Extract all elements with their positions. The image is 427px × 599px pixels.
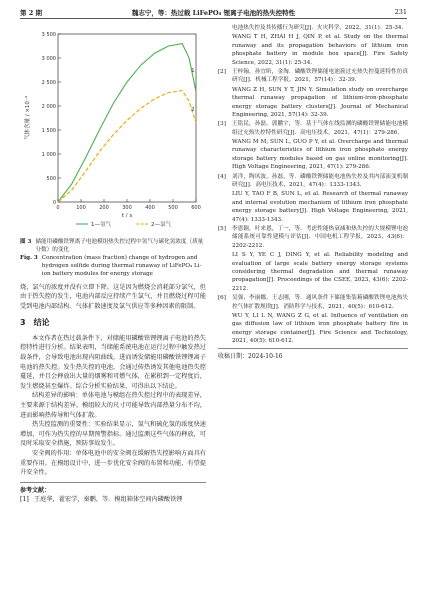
reference-number: [1] bbox=[20, 496, 29, 504]
reference-number: [6] bbox=[218, 295, 226, 302]
reference-text: WANG Z H, SUN Y T, JIN Y. Simulation study on overcharge thermal runaway propagation of lithium-iron-phosphate energy storage battery clusters[J]. Journal of Mechanical Engineering, 2021, 57(14): 32-39. bbox=[232, 86, 408, 118]
reference-list bbox=[218, 24, 408, 345]
reference-item bbox=[218, 120, 408, 137]
reference-item bbox=[218, 33, 408, 67]
reference-item bbox=[218, 190, 408, 224]
y-tick-label: 1 000 bbox=[41, 152, 56, 158]
figure-3 bbox=[20, 24, 206, 236]
x-axis-label: t / s bbox=[121, 213, 133, 219]
caption-en-number: Fig. 3 bbox=[20, 255, 38, 262]
body-paragraph-3: 结构差异的影响：单体电池与模组在热失控过程中的表现差异，主要来源于结构差异。模组较大的尺寸可能导致内部热量分布不均，进而影响热传导和气体扩散。 bbox=[20, 392, 206, 419]
y-tick-label: 2 500 bbox=[41, 80, 56, 86]
legend-entry: 2—氯气 bbox=[151, 222, 171, 228]
reference-text: WU Y, LI L N, WANG Z G, et al. Influence of ventilation on gas diffusion law of lithium iron phosphate battery fire in energy storage container[J]. Fire Science and Technology, 2021, 40(5): 610-612. bbox=[232, 312, 408, 345]
running-title: 魏志宁，等：热过载 LiFePO₄ 锂离子电池的热失控特性 bbox=[131, 9, 296, 17]
x-tick-label: 200 bbox=[99, 205, 109, 211]
body-paragraph-5: 安全阀的作用：单体电池中的安全阀在缓解热失控影响方面具有重要作用。在模组设计中，进一步优化安全阀的布置和功能，有望提升安全性。 bbox=[20, 450, 206, 477]
legend-entry: 1—氢气 bbox=[91, 222, 111, 228]
x-tick-label: 400 bbox=[145, 205, 155, 211]
x-tick-label: 0 bbox=[56, 205, 60, 211]
section-title-conclusion: 3 结论 bbox=[20, 318, 50, 328]
left-column bbox=[20, 24, 206, 506]
series-line-2 bbox=[58, 91, 196, 202]
y-tick-label: 500 bbox=[46, 176, 56, 182]
reference-text: WANG T H, ZHAI H J, QIN P, et al. Study on the thermal runaway and its propagation behaviors of lithium iron phosphate battery in module box space[J]. Fire Safety Science, 2022, 31(1): 25-34. bbox=[232, 34, 408, 66]
references-heading: 参考文献： bbox=[20, 482, 206, 495]
caption-en-text: Concentration (mass fraction) change of hydrogen and hydrogen sulfide during thermal runaway of LiFePO₄ Li-ion battery modules for energy storage bbox=[41, 255, 202, 278]
series-line-1 bbox=[58, 44, 196, 202]
reference-text: 王梓翰，孙宜昕，金淘．磷酸铁锂储能电池簇过充热失控蔓延特性仿真研究[J]．机械工程学报，2021，57(14)：32-39. bbox=[232, 68, 408, 84]
reference-text: 电池热失控及其传播行为研究[J]．火灾科学，2022，31(1)：25-34. bbox=[232, 25, 404, 31]
reference-text: 刘洋，陶风波，孙磊，等．磷酸铁锂储能电池热失控及其内部演变机制研究[J]．高电压技术，2021，47(4)：1333-1343. bbox=[232, 173, 408, 189]
reference-number bbox=[218, 33, 232, 67]
x-tick-label: 600 bbox=[191, 205, 201, 211]
issue-number: 第 2 期 bbox=[20, 9, 43, 17]
y-tick-label: 1 500 bbox=[41, 128, 56, 134]
reference-item bbox=[218, 68, 408, 85]
right-column bbox=[218, 24, 408, 361]
reference-item bbox=[218, 225, 408, 250]
received-date: 收稿日期：2024-10-16 bbox=[218, 348, 408, 361]
y-tick-label: 3 000 bbox=[41, 56, 56, 62]
reference-number bbox=[218, 190, 232, 224]
reference-number bbox=[218, 138, 232, 172]
caption-cn-text: 储能用磷酸铁锂离子电池模组热失控过程中氢气与碳化氢浓度（质量分数）的变化 bbox=[35, 239, 204, 254]
page-header bbox=[20, 6, 407, 19]
caption-cn-number: 图 3 bbox=[20, 239, 32, 245]
reference-item bbox=[218, 138, 408, 172]
body-paragraph-4: 热失控监测的重要性：实验结果显示，氢气和硫化氢的浓度快速增加，可作为热失控的早期预警指标。通过监测这些气体的释放，可及时采取安全措施，预防事故发生。 bbox=[20, 421, 206, 448]
reference-item bbox=[218, 312, 408, 346]
x-tick-label: 500 bbox=[168, 205, 178, 211]
body-paragraph-2: 本文作者在热过载条件下，对储能用磷酸铁锂锂离子电池的热失控特性进行分析。结果表明，当储能系统电池在运行过程中触发热过载条件，会导致电池出现内阻曲线，进而诱发储能用磷酸铁锂锂离子电池的热失控。发生热失控的电池，会通过传热诱发其他电池热失控蔓延，并且会释放出大量的烟雾和可燃气体，在累积到一定程度后，发生燃烧甚至爆炸。综合分析实验结果，可得出以下结论。 bbox=[20, 334, 206, 390]
reference-text: 吴强，李丽娜，王志刚，等．通风条件下储能集装箱磷酸铁锂电池热失控气体扩散规律[J]．消防科学与技术，2021，40(5)：610-612. bbox=[232, 295, 408, 310]
reference-text: LIU Y, TAO F B, SUN L, et al. Research of thermal runaway and internal evolution mechanism of lithium iron phosphate energy storage battery[J]. High Voltage Engineering, 2021, 47(4): 1333-1343. bbox=[232, 191, 408, 223]
reference-number: [4] bbox=[218, 173, 226, 180]
x-tick-label: 300 bbox=[122, 205, 132, 211]
reference-text: WANG M M, SUN L, GUO P Y, et al. Overcharge and thermal runaway characteristics of lithium iron phosphate energy storage battery modules based on gas online monitoring[J]. High Voltage Engineering, 2021, 47(1): 279-286. bbox=[232, 139, 408, 171]
y-axis-label: 气体含量 / ×10⁻⁴ bbox=[25, 95, 31, 141]
x-tick-label: 100 bbox=[76, 205, 86, 211]
reference-item bbox=[218, 86, 408, 120]
reference-number bbox=[218, 86, 232, 120]
reference-item bbox=[218, 294, 408, 311]
y-tick-label: 2 000 bbox=[41, 104, 56, 110]
reference-text: 王铭民，孙磊，郭鹏宇，等．基于气体在线监测的磷酸铁锂储能电池模组过充热失控特性研究[J]．高电压技术，2021，47(1)：279-286. bbox=[232, 121, 408, 136]
reference-text: LI S Y, YE C J, DING Y, et al. Reliability modeling and evaluation of large scale battery energy storage systems considering thermal degradation and thermal runaway propagation[J]. Proceedings of the CSEE, 2023, 43(6): 2202-2212. bbox=[232, 252, 408, 292]
body-paragraph-1: 烧，氯气的浓度并没有立即下降。这是因为燃烧会消耗部分氯气，但由于热失控的发生，电池内部反应持续产生氯气，并且燃烧过程可能受到电池内部结构、气体扩散速度及氯气供应等多种因素的限制。 bbox=[20, 283, 206, 310]
reference-item bbox=[20, 495, 206, 505]
plot-frame bbox=[58, 34, 196, 202]
figure-caption bbox=[20, 238, 206, 279]
reference-number bbox=[218, 251, 232, 293]
reference-item bbox=[218, 24, 408, 32]
reference-number: [3] bbox=[218, 121, 226, 128]
reference-number bbox=[218, 24, 232, 32]
reference-text: 王庭华，翟宏学，秦鹏，等．模组箱体空间内磷酸铁锂 bbox=[34, 496, 183, 504]
reference-number: [2] bbox=[218, 68, 226, 75]
concentration-chart bbox=[20, 24, 206, 236]
curve-label: 2 bbox=[191, 107, 195, 114]
page-number: 231 bbox=[394, 8, 407, 16]
reference-number: [5] bbox=[218, 225, 226, 232]
reference-number bbox=[218, 312, 232, 346]
reference-item bbox=[218, 173, 408, 190]
reference-text: 李恩颖，叶来恩，丁一，等．考虑性能热衰减和热失控的大规模锂电池储能系统可靠性建模与评估[J]．中国电机工程学报，2023，43(6)：2202-2212. bbox=[232, 225, 408, 249]
curve-label: 1 bbox=[191, 68, 195, 74]
reference-item bbox=[218, 251, 408, 293]
y-tick-label: 0 bbox=[52, 200, 56, 206]
y-tick-label: 3 500 bbox=[41, 32, 56, 38]
